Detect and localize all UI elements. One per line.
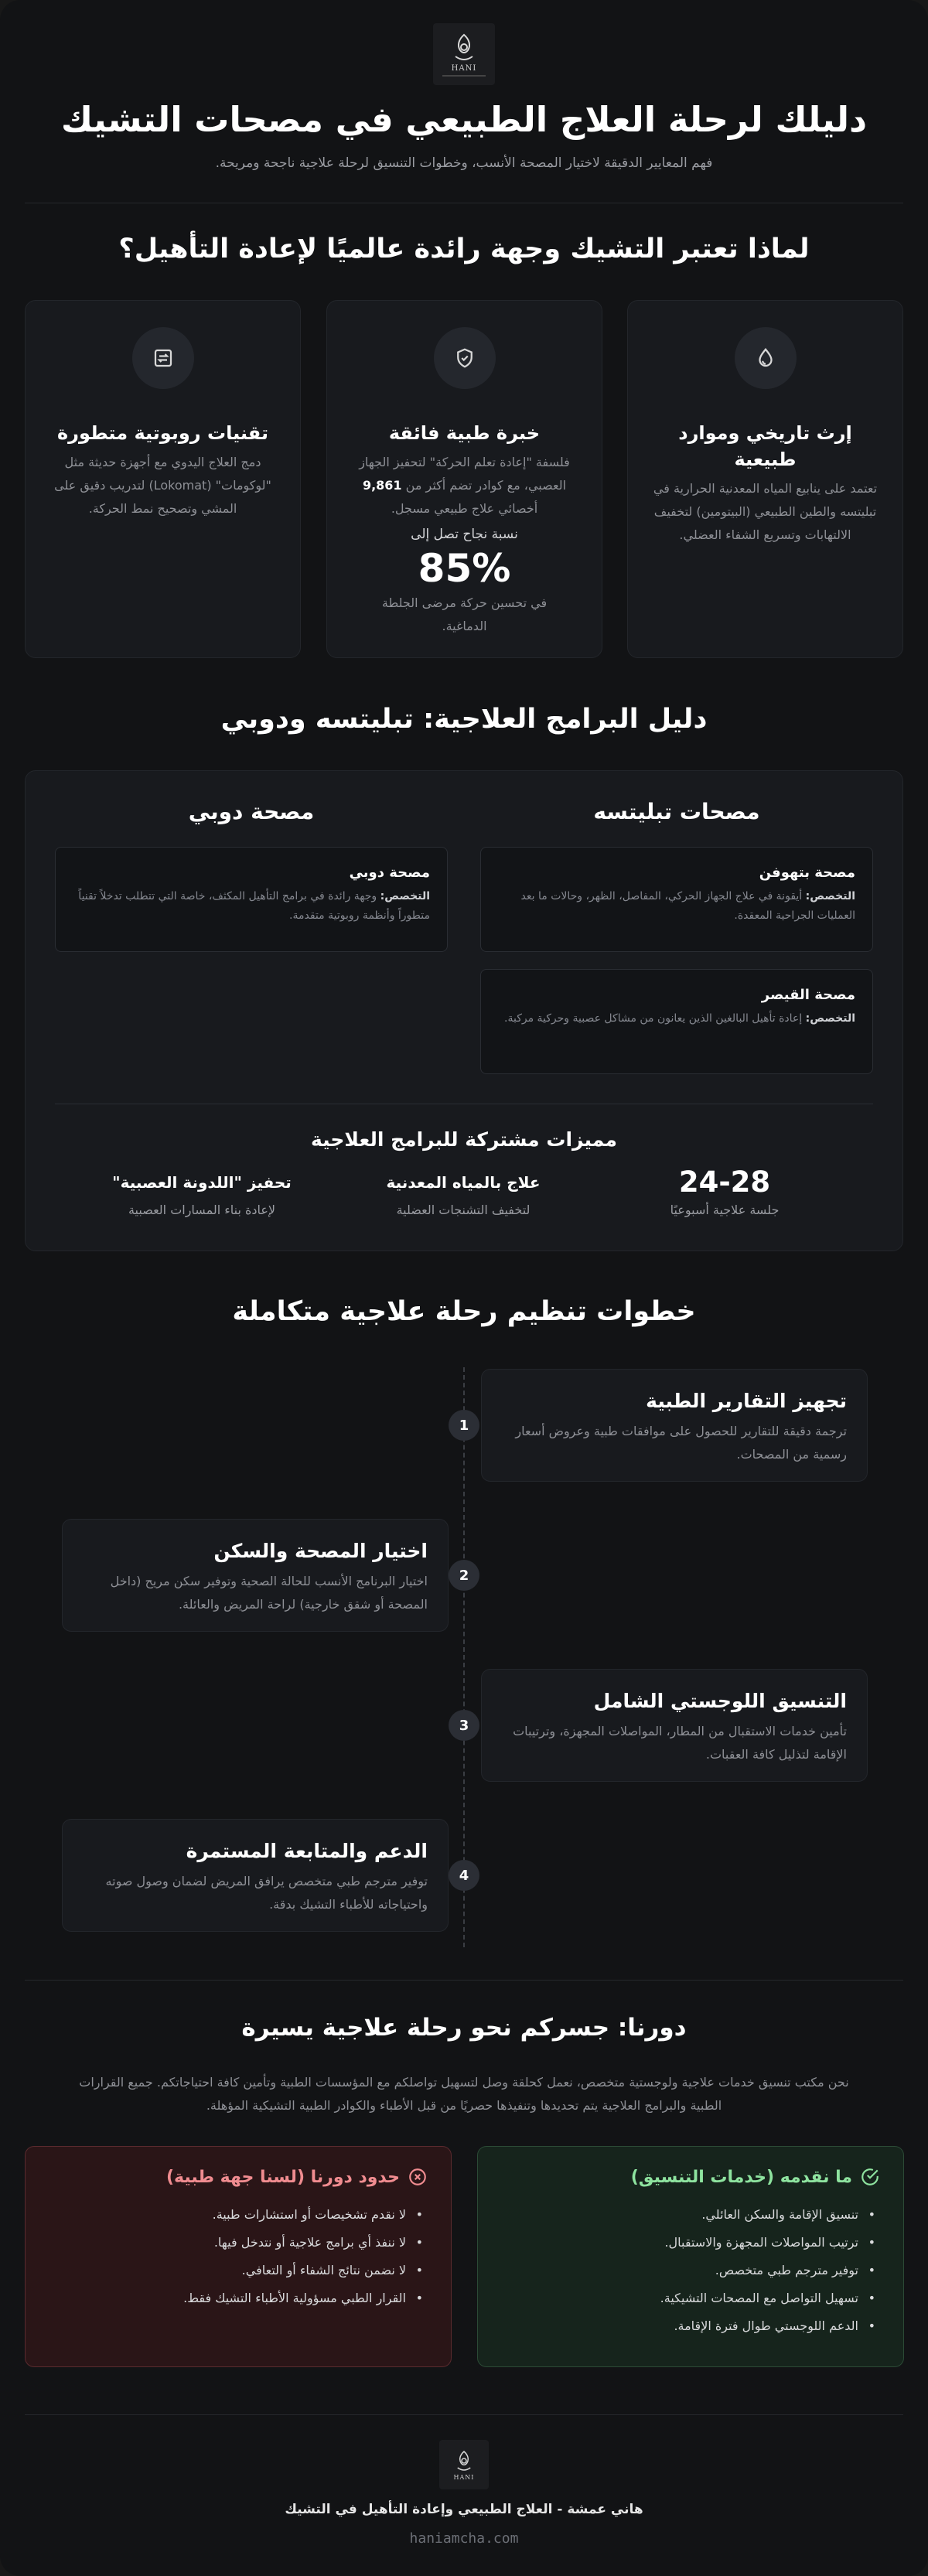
logo-text: HANI <box>453 2473 475 2481</box>
step-number-4: 4 <box>449 1860 479 1891</box>
services-list <box>501 2201 880 2340</box>
feature-text: تعتمد على ينابيع المياه المعدنية الحرارية في تبليتسه والطين الطبيعي (البيتومين) لتخفيف الالتهابات وتسريع الشفاء العضلي. <box>653 481 878 542</box>
feature-text: فلسفة "إعادة تعلم الحركة" لتحفيز الجهاز العصبي، مع كوادر تضم أكثر من 9,861 أخصائي علاج طبيعي مسجل. <box>359 455 570 516</box>
success-rate-label: نسبة نجاح تصل إلى <box>411 527 518 542</box>
step-title: الدعم والمتابعة المستمرة <box>186 1840 428 1862</box>
programs-section-title: دليل البرامج العلاجية: تبليتسه ودوبي <box>220 704 708 735</box>
footer-link[interactable]: haniamcha.com <box>409 2530 519 2547</box>
feature-title: خبرة طبية فائقة <box>388 422 541 444</box>
services-title: ما نقدمه (خدمات التنسيق) <box>630 2167 852 2187</box>
logo <box>433 23 495 85</box>
shield-check-icon <box>453 346 476 370</box>
step-text: توفير مترجم طبي متخصص يرافق المريض لضمان وصول صوته واحتياجاته للأطباء التشيك بدقة. <box>105 1874 428 1912</box>
list-item: • لا نضمن نتائج الشفاء أو التعافي. <box>49 2257 423 2284</box>
list-item: • توفير مترجم طبي متخصص. <box>501 2257 875 2284</box>
feature-card-robotics <box>25 300 301 658</box>
step-text: ترجمة دقيقة للتقارير للحصول على موافقات طبية وعروض أسعار رسمية من المصحات. <box>515 1424 847 1462</box>
list-item: • لا ننفذ أي برامج علاجية أو نتدخل فيها. <box>49 2229 423 2257</box>
services-card <box>477 2146 904 2367</box>
program-card-kaiser <box>480 969 873 1074</box>
role-section-title: دورنا: جسركم نحو رحلة علاجية يسيرة <box>241 2014 687 2042</box>
limits-list <box>49 2201 428 2312</box>
limits-card <box>25 2146 452 2367</box>
page-subtitle: فهم المعايير الدقيقة لاختيار المصحة الأنسب، وخطوات التنسيق لرحلة علاجية ناجحة ومريحة. <box>215 155 713 171</box>
feature-card-expertise <box>326 300 602 658</box>
step-number-3: 3 <box>449 1710 479 1741</box>
stat-neuroplasticity <box>101 1164 302 1217</box>
steps-section-title: خطوات تنظيم رحلة علاجية متكاملة <box>232 1296 696 1327</box>
feature-title: إرث تاريخي وموارد طبيعية <box>678 422 852 470</box>
stat-value: 24-28 <box>678 1165 771 1199</box>
step-card-3 <box>481 1669 868 1782</box>
program-text: التخصص: وجهة رائدة في برامج التأهيل المكثف، خاصة التي تتطلب تدخلاً تقنياً متطوراً وأنظمة روبوتية متقدمة. <box>78 890 430 922</box>
list-item: • ترتيب المواصلات المجهزة والاستقبال. <box>501 2229 875 2257</box>
stat-sessions <box>624 1164 825 1217</box>
step-card-4 <box>62 1819 449 1932</box>
list-item: • القرار الطبي مسؤولية الأطباء التشيك فقط. <box>49 2284 423 2312</box>
footer-name: هاني عمشة - العلاج الطبيعي وإعادة التأهيل في التشيك <box>285 2502 643 2517</box>
program-card-dubi <box>55 847 448 952</box>
success-rate-note: في تحسين حركة مرضى الجلطة الدماغية. <box>381 595 548 633</box>
program-text: التخصص: أيقونة في علاج الجهاز الحركي، المفاصل، الظهر، وحالات ما بعد العمليات الجراحية المعقدة. <box>520 890 855 922</box>
logo-emblem-icon <box>451 32 477 63</box>
program-card-beethoven <box>480 847 873 952</box>
program-name: مصحة القيصر <box>761 987 855 1003</box>
program-name: مصحة بتهوفن <box>759 865 855 881</box>
stat-label: لإعادة بناء المسارات العصبية <box>128 1203 276 1217</box>
step-title: تجهيز التقارير الطبية <box>646 1390 847 1412</box>
success-rate-value: 85% <box>418 546 511 591</box>
stat-value: علاج بالمياه المعدنية <box>386 1173 541 1192</box>
feature-text: دمج العلاج اليدوي مع أجهزة حديثة مثل "لوكومات" (Lokomat) لتدريب دقيق على المشي وتصحيح نمط الحركة. <box>54 455 271 516</box>
step-number-1: 1 <box>449 1410 479 1441</box>
common-features-title: مميزات مشتركة للبرامج العلاجية <box>310 1128 618 1151</box>
limits-title: حدود دورنا (لسنا جهة طبية) <box>165 2167 400 2187</box>
list-item: • تنسيق الإقامة والسكن العائلي. <box>501 2201 875 2229</box>
step-title: اختيار المصحة والسكن <box>213 1540 428 1562</box>
logo-underline <box>442 75 486 77</box>
role-description: نحن مكتب تنسيق خدمات علاجية ولوجستية متخصص، نعمل كحلقة وصل لتسهيل تواصلكم مع المؤسسات الطبية وتأمين كافة احتياجاتكم. جميع القرارات الطبية والبرامج العلاجية يتم تحديدها وتنفيذها حصريًا من قبل الأطباء والكوادر الطبية التشيكية المؤهلة. <box>79 2075 849 2113</box>
divider <box>25 2414 903 2415</box>
program-name: مصحة دوبي <box>349 865 430 881</box>
stat-value: تحفيز "اللدونة العصبية" <box>112 1173 292 1192</box>
step-card-1 <box>481 1369 868 1482</box>
stat-label: لتخفيف التشنجات العضلية <box>396 1203 531 1217</box>
step-card-2 <box>62 1519 449 1632</box>
step-text: تأمين خدمات الاستقبال من المطار، المواصلات المجهزة، وترتيبات الإقامة لتذليل كافة العقبات. <box>513 1724 847 1762</box>
water-drop-icon <box>754 346 777 370</box>
list-item: • تسهيل التواصل مع المصحات التشيكية. <box>501 2284 875 2312</box>
programs-box <box>25 770 903 1251</box>
page-title: دليلك لرحلة العلاج الطبيعي في مصحات التشيك <box>60 99 868 140</box>
robot-arrows-icon <box>152 346 175 370</box>
specialists-count: 9,861 <box>362 478 402 493</box>
x-circle-icon <box>408 2167 428 2187</box>
check-circle-icon <box>860 2167 880 2187</box>
step-title: التنسيق اللوجستي الشامل <box>593 1690 847 1712</box>
feature-card-heritage <box>627 300 903 658</box>
list-item: • الدعم اللوجستي طوال فترة الإقامة. <box>501 2312 875 2340</box>
feature-title: تقنيات روبوتية متطورة <box>57 422 268 444</box>
step-text: اختيار البرنامج الأنسب للحالة الصحية وتوفير سكن مريح (داخل المصحة أو شقق خارجية) لراحة المريض والعائلة. <box>110 1574 428 1612</box>
step-number-2: 2 <box>449 1560 479 1591</box>
list-item: • لا نقدم تشخيصات أو استشارات طبية. <box>49 2201 423 2229</box>
program-text: التخصص: إعادة تأهيل البالغين الذين يعانون من مشاكل عصبية وحركية مركبة. <box>504 1012 855 1025</box>
logo-emblem-icon <box>454 2449 474 2472</box>
dubi-column-title: مصحة دوبي <box>188 799 315 824</box>
divider <box>25 1980 903 1981</box>
stat-label: جلسة علاجية أسبوعيًا <box>670 1203 780 1217</box>
teplice-column-title: مصحات تبليتسه <box>593 799 760 824</box>
logo-text: HANI <box>451 64 477 73</box>
stat-mineral-water <box>363 1164 564 1217</box>
why-section-title: لماذا تعتبر التشيك وجهة رائدة عالميًا لإعادة التأهيل؟ <box>118 234 810 264</box>
footer-logo <box>439 2440 489 2489</box>
